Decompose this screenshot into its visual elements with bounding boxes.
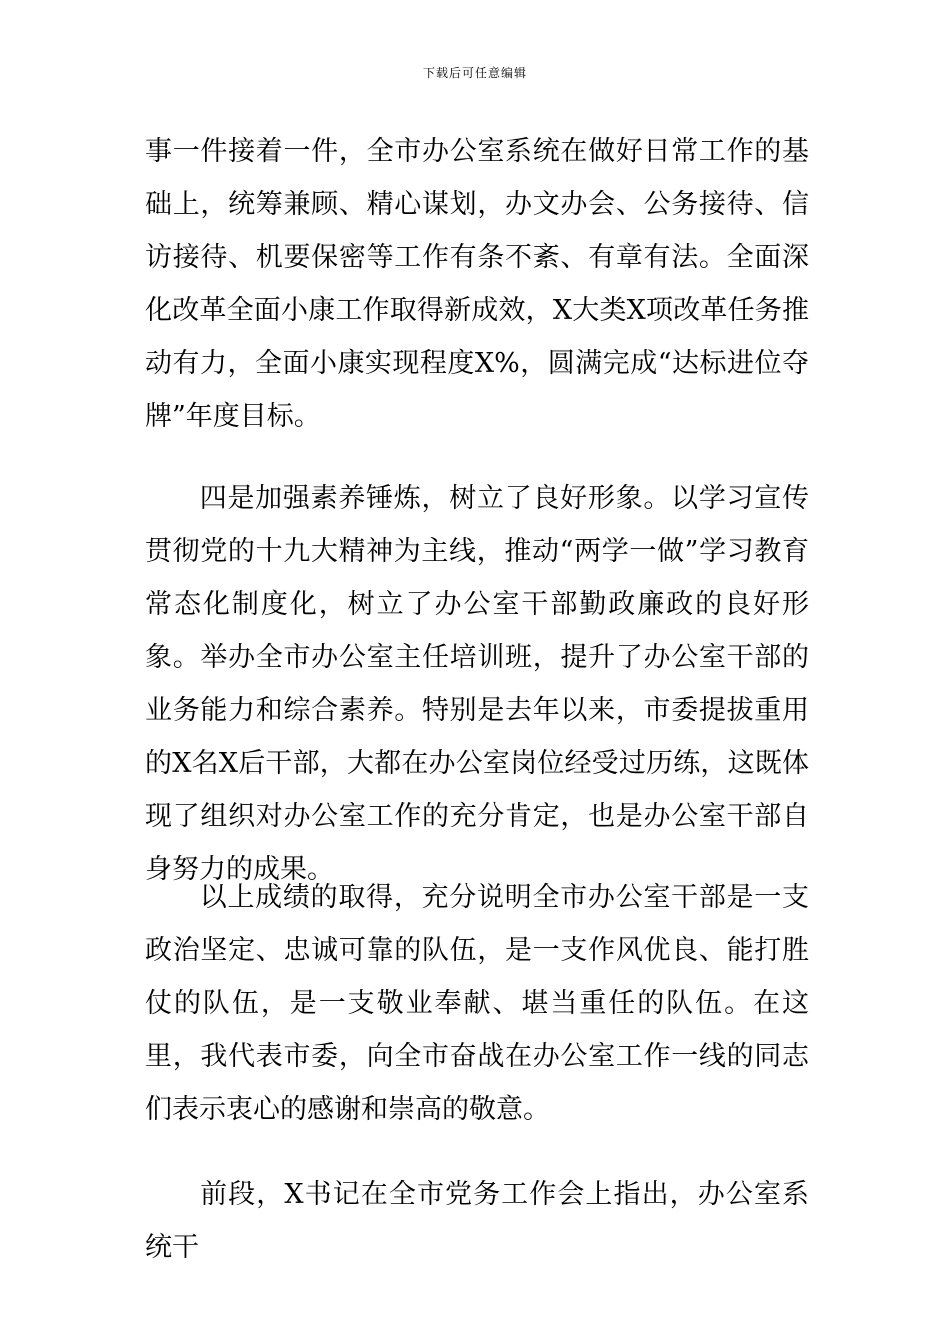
paragraph-2-text: 四是加强素养锤炼，树立了良好形象。以学习宣传贯彻党的十九大精神为主线，推动“两学一做”学习教育常态化制度化，树立了办公室干部勤政廉政的良好形象。举办全市办公室主任培训班，提升了办公室干部的业务能力和综合素养。特别是去年以来，市委提拔重用的X名X后干部，大都在办公室岗位经受过历练，这既体现了组织对办公室工作的充分肯定，也是办公室干部自身努力的成果。 [145, 483, 809, 885]
paragraph-2 [145, 472, 809, 896]
page-header-note: 下载后可任意编辑 [422, 66, 527, 80]
paragraph-1-text: 事一件接着一件，全市办公室系统在做好日常工作的基础上，统筹兼顾、精心谋划，办文办会、公务接待、信访接待、机要保密等工作有条不紊、有章有法。全面深化改革全面小康工作取得新成效，X大类X项改革任务推动有力，全面小康实现程度X%，圆满完成“达标进位夺牌”年度目标。 [145, 136, 809, 432]
paragraph-3-text: 以上成绩的取得，充分说明全市办公室干部是一支政治坚定、忠诚可靠的队伍，是一支作风优良、能打胜仗的队伍，是一支敬业奉献、堪当重任的队伍。在这里，我代表市委，向全市奋战在办公室工作一线的同志们表示衷心的感谢和崇高的敬意。 [145, 882, 809, 1125]
paragraph-4-text: 前段，X书记在全市党务工作会上指出，办公室系统干 [145, 1179, 809, 1263]
paragraph-3 [145, 871, 809, 1136]
paragraph-1 [145, 125, 809, 443]
paragraph-4 [145, 1168, 809, 1274]
